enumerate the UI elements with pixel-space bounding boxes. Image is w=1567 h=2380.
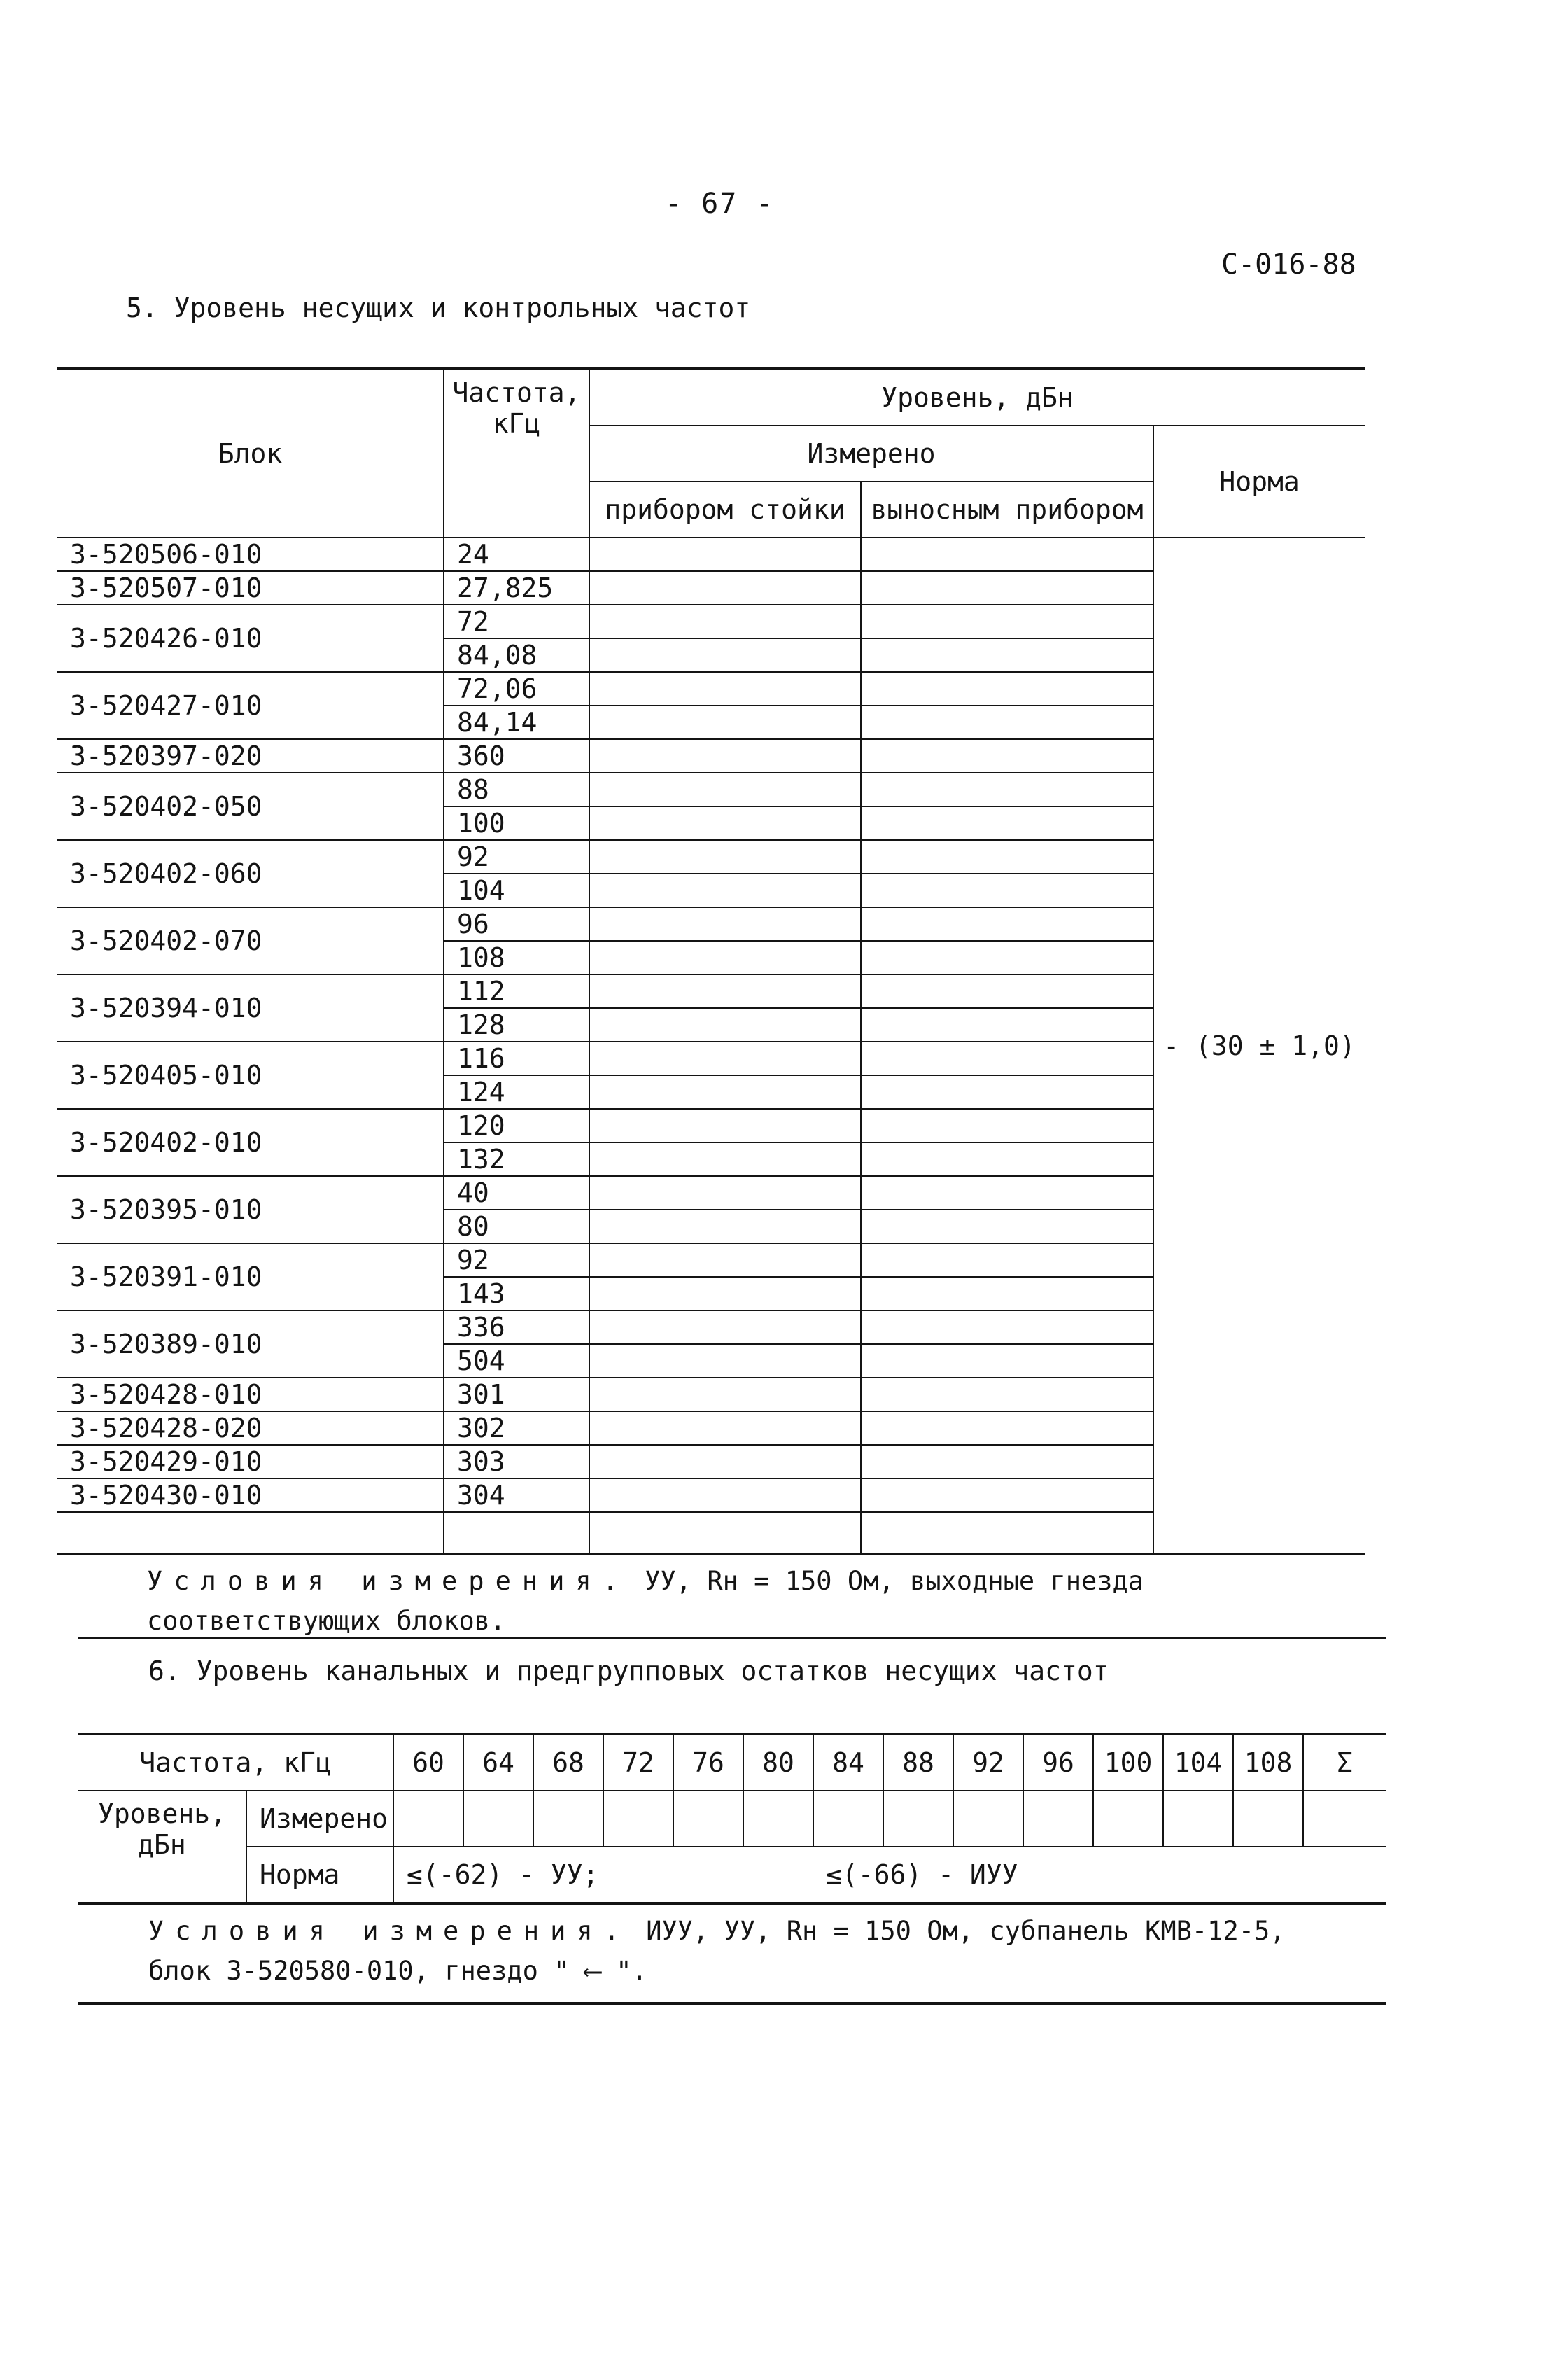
frequency-cell: 120	[444, 1109, 589, 1142]
table-row	[57, 538, 1365, 571]
header-by-rack: прибором стойки	[589, 482, 861, 538]
frequency-header-cell: 76	[673, 1734, 743, 1791]
frequency-cell: 40	[444, 1176, 589, 1210]
measured-rack-cell	[589, 1109, 861, 1142]
measured-rack-cell	[589, 1478, 861, 1512]
measured-value-cell	[673, 1791, 743, 1847]
measured-value-cell	[533, 1791, 603, 1847]
measured-rack-cell	[589, 1008, 861, 1042]
measured-rack-cell	[589, 1042, 861, 1075]
measured-remote-cell	[861, 1378, 1153, 1411]
block-cell: 3-520402-050	[57, 773, 444, 840]
measured-remote-cell	[861, 840, 1153, 874]
block-cell: 3-520507-010	[57, 571, 444, 605]
measured-value-cell	[743, 1791, 813, 1847]
measured-rack-cell	[589, 974, 861, 1008]
frequency-cell: 100	[444, 806, 589, 840]
measured-remote-cell	[861, 672, 1153, 706]
measured-label: Измерено	[246, 1791, 393, 1847]
block-cell: 3-520429-010	[57, 1445, 444, 1478]
frequency-cell: 96	[444, 907, 589, 941]
measured-remote-cell	[861, 1210, 1153, 1243]
measured-rack-cell	[589, 571, 861, 605]
frequency-header-cell: 68	[533, 1734, 603, 1791]
measured-rack-cell	[589, 538, 861, 571]
section-divider	[78, 1637, 1386, 1639]
measured-rack-cell	[589, 605, 861, 638]
frequency-cell: 504	[444, 1344, 589, 1378]
measured-remote-cell	[861, 739, 1153, 773]
block-cell: 3-520428-020	[57, 1411, 444, 1445]
measured-remote-cell	[861, 1142, 1153, 1176]
frequency-header-cell: 60	[393, 1734, 463, 1791]
norm-cell	[1153, 538, 1365, 1554]
measured-rack-cell	[589, 638, 861, 672]
measured-remote-cell	[861, 1478, 1153, 1512]
section-6-title: 6. Уровень канальных и предгрупповых остатков несущих частот	[148, 1656, 1109, 1686]
measured-rack-cell	[589, 706, 861, 739]
frequency-cell: 72,06	[444, 672, 589, 706]
norm-label: Норма	[246, 1847, 393, 1903]
measured-remote-cell	[861, 1512, 1153, 1554]
measured-remote-cell	[861, 1243, 1153, 1277]
page-number: - 67 -	[665, 188, 775, 220]
measured-rack-cell	[589, 1512, 861, 1554]
measured-value-cell	[1023, 1791, 1093, 1847]
block-cell: 3-520405-010	[57, 1042, 444, 1109]
measured-value-cell	[953, 1791, 1023, 1847]
measured-remote-cell	[861, 907, 1153, 941]
frequency-cell: 336	[444, 1310, 589, 1344]
conditions-text: УУ, Rн = 150 Ом, выходные гнезда соответствующих блоков.	[147, 1566, 1144, 1637]
measured-value-cell	[1163, 1791, 1233, 1847]
block-cell: 3-520402-010	[57, 1109, 444, 1176]
frequency-header-cell: 100	[1093, 1734, 1163, 1791]
measured-remote-cell	[861, 1109, 1153, 1142]
frequency-cell: 116	[444, 1042, 589, 1075]
measured-rack-cell	[589, 840, 861, 874]
frequency-header-cell: 88	[883, 1734, 953, 1791]
measured-value-cell	[813, 1791, 883, 1847]
block-cell: 3-520402-060	[57, 840, 444, 907]
frequency-header-cell: 64	[463, 1734, 533, 1791]
block-cell: 3-520430-010	[57, 1478, 444, 1512]
conditions-label: Условия измерения.	[147, 1566, 629, 1596]
frequency-cell: 108	[444, 941, 589, 974]
norm-row	[78, 1847, 1386, 1903]
block-cell: 3-520391-010	[57, 1243, 444, 1310]
measured-value-cell	[1093, 1791, 1163, 1847]
frequency-cell: 84,08	[444, 638, 589, 672]
measured-rack-cell	[589, 907, 861, 941]
block-cell	[57, 1512, 444, 1554]
measured-value-cell	[1303, 1791, 1386, 1847]
block-cell: 3-520428-010	[57, 1378, 444, 1411]
frequency-cell: 132	[444, 1142, 589, 1176]
frequency-cell: 304	[444, 1478, 589, 1512]
carrier-frequency-level-table	[57, 368, 1365, 1555]
document-code: С-016-88	[1221, 248, 1356, 281]
norm-iuu: ≤(-66) - ИУУ	[813, 1847, 1386, 1903]
measured-rack-cell	[589, 1445, 861, 1478]
frequency-cell: 360	[444, 739, 589, 773]
measured-remote-cell	[861, 874, 1153, 907]
measured-remote-cell	[861, 1411, 1153, 1445]
block-cell: 3-520397-020	[57, 739, 444, 773]
frequency-cell: 124	[444, 1075, 589, 1109]
header-block: Блок	[57, 369, 444, 538]
frequency-header-cell: Σ	[1303, 1734, 1386, 1791]
header-by-remote: выносным прибором	[861, 482, 1153, 538]
frequency-header-cell: 72	[603, 1734, 673, 1791]
norm-value: - (30 ± 1,0)	[1163, 1030, 1356, 1061]
measured-rack-cell	[589, 739, 861, 773]
frequency-cell	[444, 1512, 589, 1554]
measured-rack-cell	[589, 1411, 861, 1445]
block-cell: 3-520427-010	[57, 672, 444, 739]
frequency-header-cell: 80	[743, 1734, 813, 1791]
measured-rack-cell	[589, 1344, 861, 1378]
measured-remote-cell	[861, 1310, 1153, 1344]
header-level: Уровень, дБн	[589, 369, 1365, 426]
conditions-text: ИУУ, УУ, Rн = 150 Ом, субпанель КМВ-12-5, блок 3-520580-010, гнездо " ⟵ ".	[148, 1916, 1286, 1987]
frequency-cell: 72	[444, 605, 589, 638]
frequency-label: Частота, кГц	[78, 1734, 393, 1791]
block-cell: 3-520402-070	[57, 907, 444, 974]
measured-rack-cell	[589, 941, 861, 974]
frequency-row	[78, 1734, 1386, 1791]
measured-rack-cell	[589, 874, 861, 907]
frequency-header-cell: 92	[953, 1734, 1023, 1791]
measured-value-cell	[603, 1791, 673, 1847]
measured-rack-cell	[589, 1142, 861, 1176]
measured-rack-cell	[589, 1243, 861, 1277]
section-divider	[78, 2002, 1386, 2005]
frequency-cell: 88	[444, 773, 589, 806]
block-cell: 3-520394-010	[57, 974, 444, 1042]
measured-remote-cell	[861, 1075, 1153, 1109]
measured-rack-cell	[589, 1277, 861, 1310]
frequency-cell: 80	[444, 1210, 589, 1243]
frequency-cell: 301	[444, 1378, 589, 1411]
measured-remote-cell	[861, 974, 1153, 1008]
measured-rack-cell	[589, 1176, 861, 1210]
measured-rack-cell	[589, 806, 861, 840]
conditions-label: Условия измерения.	[148, 1916, 631, 1946]
measured-remote-cell	[861, 1344, 1153, 1378]
frequency-cell: 24	[444, 538, 589, 571]
frequency-cell: 104	[444, 874, 589, 907]
frequency-cell: 27,825	[444, 571, 589, 605]
measured-remote-cell	[861, 1445, 1153, 1478]
measured-remote-cell	[861, 941, 1153, 974]
measured-row	[78, 1791, 1386, 1847]
measured-rack-cell	[589, 1310, 861, 1344]
measured-remote-cell	[861, 1042, 1153, 1075]
measured-remote-cell	[861, 638, 1153, 672]
frequency-header-cell: 96	[1023, 1734, 1093, 1791]
block-cell: 3-520426-010	[57, 605, 444, 672]
frequency-cell: 92	[444, 840, 589, 874]
frequency-header-cell: 84	[813, 1734, 883, 1791]
measured-rack-cell	[589, 1378, 861, 1411]
measured-remote-cell	[861, 538, 1153, 571]
section-5-conditions	[147, 1561, 1337, 1642]
header-measured: Измерено	[589, 426, 1153, 482]
frequency-cell: 143	[444, 1277, 589, 1310]
header-norm: Норма	[1153, 426, 1365, 538]
measured-value-cell	[883, 1791, 953, 1847]
measured-remote-cell	[861, 1008, 1153, 1042]
measured-remote-cell	[861, 605, 1153, 638]
frequency-cell: 112	[444, 974, 589, 1008]
section-6-conditions	[148, 1911, 1338, 1991]
measured-remote-cell	[861, 1176, 1153, 1210]
measured-value-cell	[393, 1791, 463, 1847]
frequency-cell: 128	[444, 1008, 589, 1042]
block-cell: 3-520506-010	[57, 538, 444, 571]
block-cell: 3-520395-010	[57, 1176, 444, 1243]
measured-rack-cell	[589, 1075, 861, 1109]
measured-remote-cell	[861, 706, 1153, 739]
frequency-header-cell: 108	[1233, 1734, 1303, 1791]
frequency-cell: 303	[444, 1445, 589, 1478]
frequency-header-cell: 104	[1163, 1734, 1233, 1791]
residual-carrier-level-table	[78, 1732, 1386, 1905]
measured-remote-cell	[861, 806, 1153, 840]
measured-value-cell	[1233, 1791, 1303, 1847]
measured-rack-cell	[589, 773, 861, 806]
measured-remote-cell	[861, 773, 1153, 806]
measured-rack-cell	[589, 1210, 861, 1243]
measured-rack-cell	[589, 672, 861, 706]
frequency-cell: 302	[444, 1411, 589, 1445]
level-label: Уровень, дБн	[78, 1791, 246, 1903]
frequency-cell: 84,14	[444, 706, 589, 739]
measured-value-cell	[463, 1791, 533, 1847]
norm-uu: ≤(-62) - УУ;	[393, 1847, 813, 1903]
frequency-cell: 92	[444, 1243, 589, 1277]
measured-remote-cell	[861, 1277, 1153, 1310]
header-frequency: Частота, кГц	[444, 369, 589, 538]
section-5-title: 5. Уровень несущих и контрольных частот	[126, 293, 751, 323]
measured-remote-cell	[861, 571, 1153, 605]
block-cell: 3-520389-010	[57, 1310, 444, 1378]
table-header-row	[57, 369, 1365, 426]
